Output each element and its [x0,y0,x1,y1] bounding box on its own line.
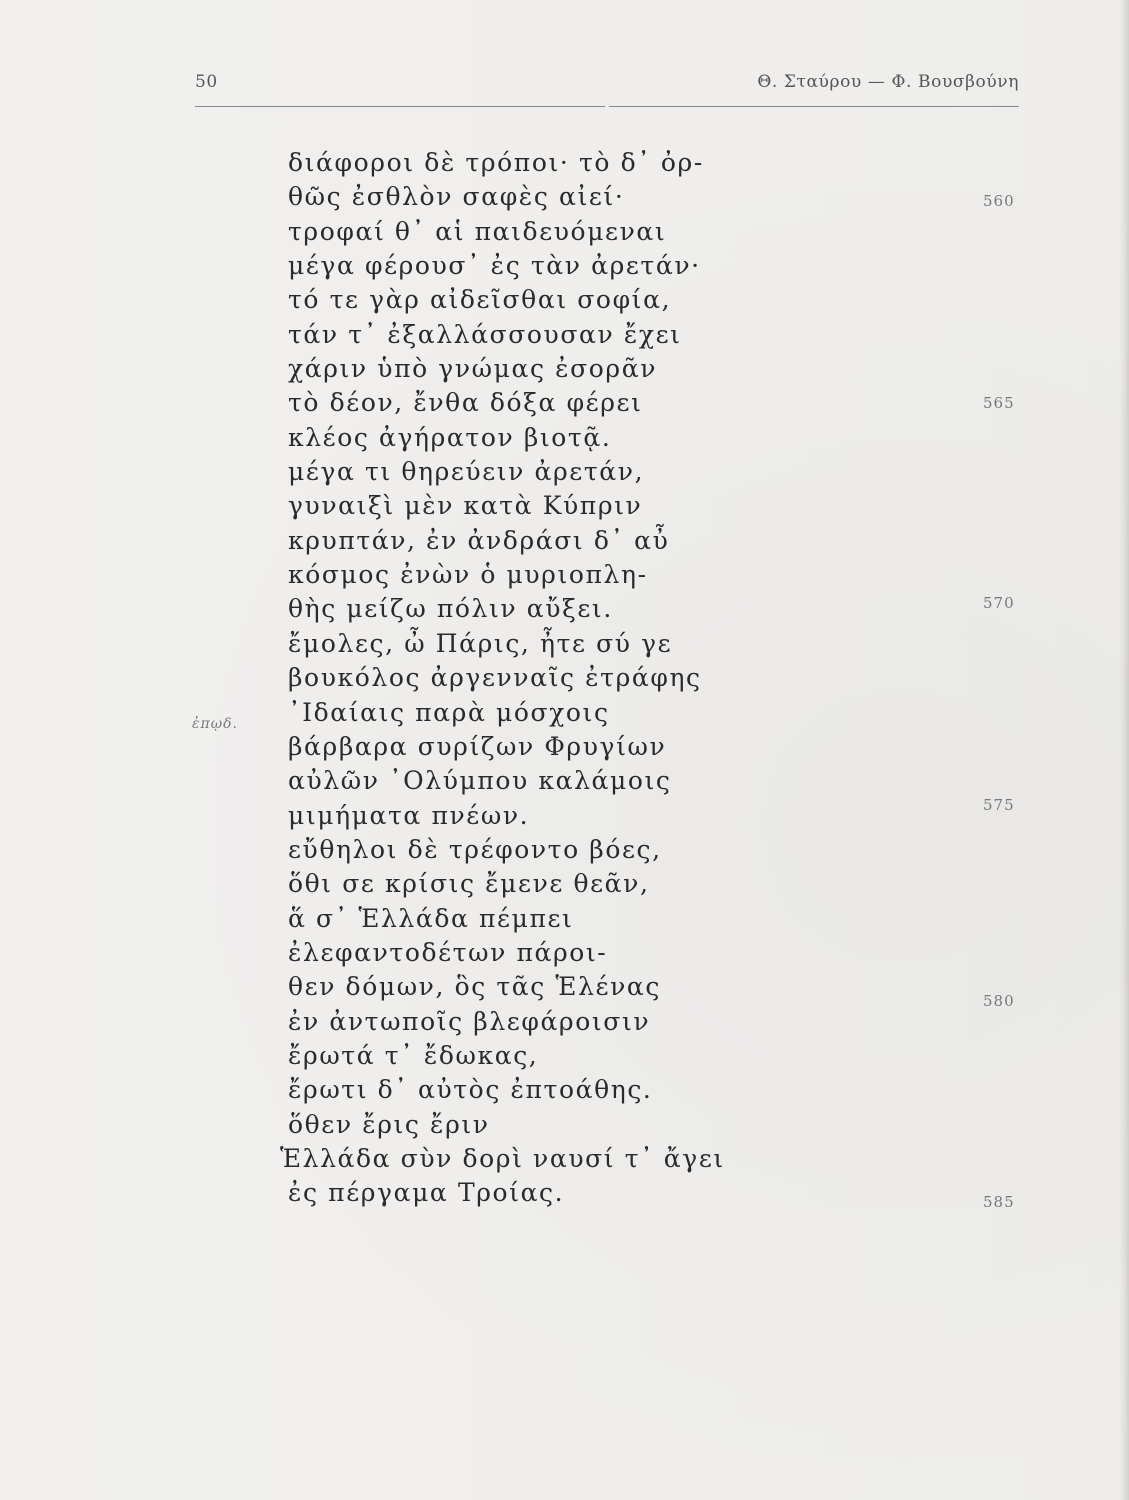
line-number: 570 [983,594,1015,612]
verse-line: τάν τ᾽ ἐξαλλάσσουσαν ἔχει [288,319,682,349]
verse-line: μιμήματα πνέων. [288,800,530,830]
section-label-epode: ἐπῳδ. [192,716,239,732]
header-rule-left [195,106,605,107]
verse-line: κόσμος ἐνὼν ὁ μυριοπλη- [288,560,648,590]
verse-line: γυναιξὶ μὲν κατὰ Κύπριν [288,491,643,521]
header-rule-right [609,106,1019,107]
verse-line: χάριν ὑπὸ γνώμας ἐσορᾶν [288,354,658,384]
verse-line: ἅ σ᾽ Ἑλλάδα πέμπει [288,903,574,933]
line-number: 580 [983,992,1015,1010]
running-head: Θ. Σταύρου — Φ. Βουσβούνη [757,72,1019,92]
verse-line: ὅθι σε κρίσις ἔμενε θεᾶν, [288,869,650,899]
line-number: 560 [983,192,1015,210]
verse-line: ἐλεφαντοδέτων πάροι- [288,937,608,967]
page-header [195,72,1019,112]
verse-line: θῶς ἐσθλὸν σαφὲς αἰεί· [288,182,625,212]
line-number: 585 [983,1193,1015,1211]
verse-line: βουκόλος ἀργενναῖς ἐτράφης [288,663,702,693]
line-number: 565 [983,394,1015,412]
verse-line: αὐλῶν ᾽Ολύμπου καλάμοις [288,766,672,796]
verse-line: ἐς πέργαμα Τροίας. [288,1178,565,1208]
verse-line: θὴς μείζω πόλιν αὔξει. [288,594,613,624]
verse-line: ᾽Ιδαίαις παρὰ μόσχοις [288,697,610,727]
verse-text [280,146,808,1211]
page-edge-shadow [1119,0,1129,1500]
line-number: 575 [983,796,1015,814]
verse-line: κλέος ἀγήρατον βιοτᾷ. [288,422,612,452]
verse-line: τὸ δέον, ἔνθα δόξα φέρει [288,388,643,418]
verse-line: τροφαί θ᾽ αἱ παιδευόμεναι [288,216,667,246]
verse-line: Ἑλλάδα σὺν δορὶ ναυσί τ᾽ ἄγει [280,1143,725,1173]
verse-line: βάρβαρα συρίζων Φρυγίων [288,731,667,761]
verse-line: μέγα φέρουσ᾽ ἐς τὰν ἀρετάν· [288,251,701,281]
verse-line: ἔρωτά τ᾽ ἔδωκας, [288,1040,539,1070]
verse-line: διάφοροι δὲ τρόποι· τὸ δ᾽ ὀρ- [288,148,704,177]
verse-line: ἔρωτι δ᾽ αὐτὸς ἐπτοάθης. [288,1075,653,1105]
verse-line: θεν δόμων, ὃς τᾶς Ἑλένας [288,972,661,1002]
verse-line: εὔθηλοι δὲ τρέφοντο βόες, [288,834,662,864]
page-number: 50 [195,72,218,92]
verse-line: ἔμολες, ὦ Πάρις, ἦτε σύ γε [288,628,673,658]
verse-line: ὅθεν ἔρις ἔριν [288,1109,490,1139]
verse-line: ἐν ἀντωποῖς βλεφάροισιν [288,1006,651,1036]
verse-line: κρυπτάν, ἐν ἀνδράσι δ᾽ αὖ [288,525,670,555]
verse-line: μέγα τι θηρεύειν ἀρετάν, [288,457,645,487]
verse-line: τό τε γὰρ αἰδεῖσθαι σοφία, [288,285,672,315]
